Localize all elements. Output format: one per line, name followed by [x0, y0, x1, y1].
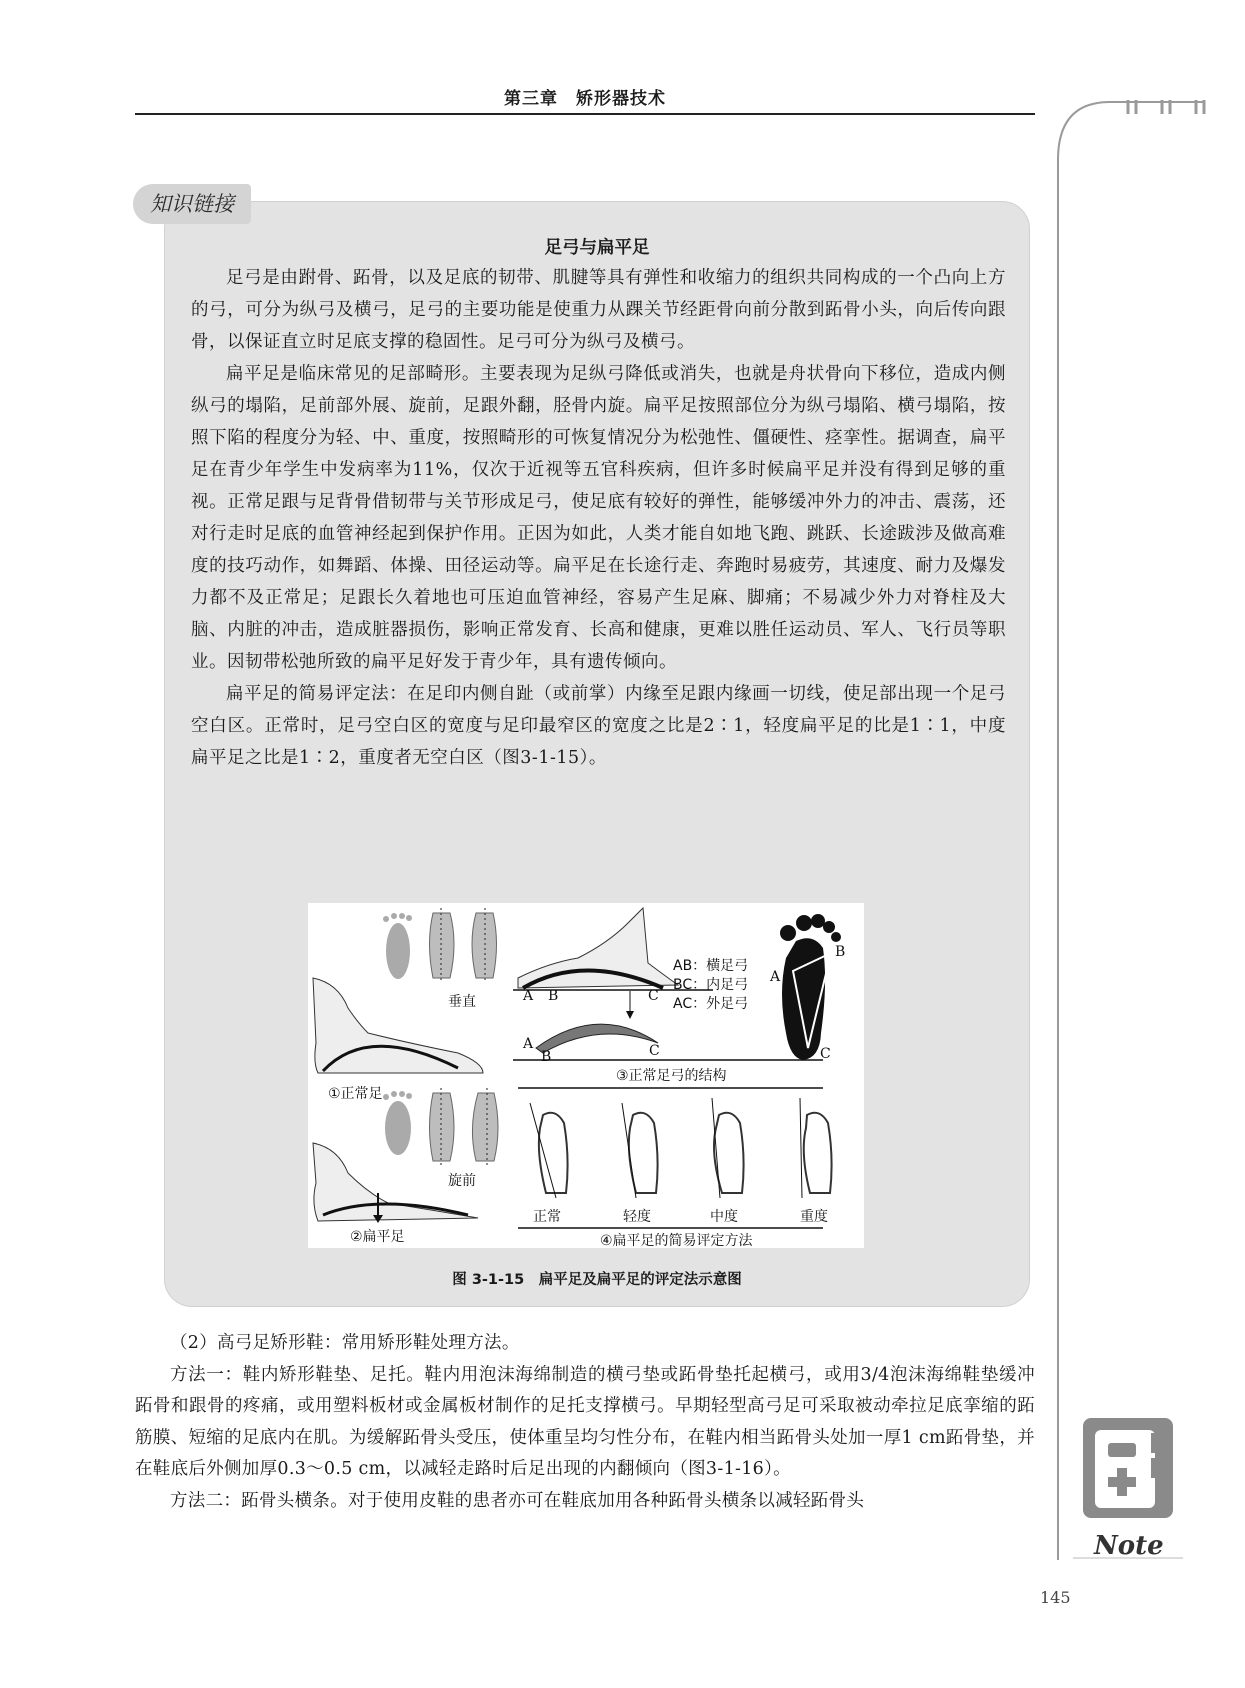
assessment-illustration: [518, 1088, 832, 1248]
box-paragraph: 足弓是由跗骨、跖骨，以及足底的韧带、肌腱等具有弹性和收缩力的组织共同构成的一个凸向上方的弓，可分为纵弓及横弓，足弓的主要功能是使重力从踝关节经距骨向前分散到跖骨小头，向后传向跟骨，以保证直立时足底支撑的稳固性。足弓可分为纵弓及横弓。: [191, 268, 1006, 352]
body-paragraph: （2）高弓足矫形鞋：常用矫形鞋处理方法。: [170, 1333, 520, 1353]
page-number: 145: [1040, 1588, 1071, 1607]
assessment-label: 中度: [710, 1209, 738, 1225]
svg-text:C: C: [649, 1043, 660, 1059]
svg-text:A: A: [523, 988, 534, 1004]
assessment-label: 正常: [533, 1209, 561, 1225]
box-paragraph: 扁平足是临床常见的足部畸形。主要表现为足纵弓降低或消失，也就是舟状骨向下移位，造成内侧纵弓的塌陷，足前部外展、旋前，足跟外翻，胫骨内旋。扁平足按照部位分为纵弓塌陷、横弓塌陷，按照下陷的程度分为轻、中、重度，按照畸形的可恢复情况分为松弛性、僵硬性、痉挛性。据调查，扁平足在青少年学生中发病率为11%，仅次于近视等五官科疾病，但许多时候扁平足并没有得到足够的重视。正常足跟与足背骨借韧带与关节形成足弓，使足底有较好的弹性，能够缓冲外力的冲击、震荡，还对行走时足底的血管神经起到保护作用。正因为如此，人类才能自如地飞跑、跳跃、长途跋涉及做高难度的技巧动作，如舞蹈、体操、田径运动等。扁平足在长途行走、奔跑时易疲劳，其速度、耐力及爆发力都不及正常足；足跟长久着地也可压迫血管神经，容易产生足麻、脚痛；不易减少外力对脊柱及大脑、内脏的冲击，造成脏器损伤，影响正常发育、长高和健康，更难以胜任运动员、军人、飞行员等职业。因韧带松弛所致的扁平足好发于青少年，具有遗传倾向。: [191, 364, 1006, 672]
panel1-caption: ①正常足: [328, 1086, 383, 1102]
header-rule: [135, 113, 1035, 115]
panel1-tag: 垂直: [448, 994, 476, 1010]
svg-text:C: C: [820, 1046, 831, 1062]
svg-text:B: B: [541, 1049, 552, 1065]
body-paragraph: 方法一：鞋内矫形鞋垫、足托。鞋内用泡沫海绵制造的横弓垫或跖骨垫托起横弓，或用3/4泡沫海绵鞋垫缓冲跖骨和跟骨的疼痛，或用塑料板材或金属板材制作的足托支撑横弓。早期轻型高弓足可采取被动牵拉足底挛缩的跖筋膜、短缩的足底内在肌。为缓解跖骨头受压，使体重呈均匀性分布，在鞋内相当跖骨头处加一厚1 cm跖骨垫，并在鞋底后外侧加厚0.3～0.5 cm，以减轻走路时后足出现的内翻倾向（图3-1-16）。: [135, 1364, 1035, 1479]
assessment-label: 轻度: [623, 1209, 651, 1225]
panel3-caption: ③正常足弓的结构: [616, 1068, 727, 1084]
flatfoot-figure-drawing: [308, 903, 864, 1248]
svg-text:A: A: [770, 969, 781, 985]
box-body: [191, 262, 1006, 774]
panel4-caption: ④扁平足的简易评定方法: [600, 1233, 753, 1248]
assessment-label: 重度: [800, 1209, 828, 1225]
panel2-tag: 旋前: [448, 1173, 476, 1189]
flatfoot-figure: [308, 903, 864, 1248]
arch-legend-ab: AB：横足弓: [673, 958, 749, 974]
box-paragraph: 扁平足的简易评定法：在足印内侧自趾（或前掌）内缘至足跟内缘画一切线，使足部出现一个足弓空白区。正常时，足弓空白区的宽度与足印最窄区的宽度之比是2∶1，轻度扁平足的比是1∶1，中度扁平足之比是1∶2，重度者无空白区（图3-1-15）。: [191, 684, 1006, 768]
body-paragraph: 方法二：跖骨头横条。对于使用皮鞋的患者亦可在鞋底加用各种跖骨头横条以减轻跖骨头: [170, 1490, 865, 1511]
knowledge-link-tag: 知识链接: [133, 184, 251, 224]
figure-caption: 图 3-1-15 扁平足及扁平足的评定法示意图: [452, 1272, 742, 1288]
arch-structure-illustration: [513, 908, 845, 1084]
svg-text:B: B: [835, 944, 846, 960]
arch-legend-bc: BC：内足弓: [673, 977, 749, 993]
flat-foot-illustration: [313, 1088, 498, 1245]
chapter-header: 第三章 矫形器技术: [504, 89, 666, 109]
arch-legend-ac: AC：外足弓: [673, 996, 749, 1012]
panel2-caption: ②扁平足: [350, 1229, 405, 1245]
svg-text:A: A: [523, 1036, 534, 1052]
svg-text:B: B: [548, 988, 559, 1004]
main-body: [135, 1328, 1035, 1517]
box-title: 足弓与扁平足: [544, 238, 650, 258]
svg-text:C: C: [648, 988, 659, 1004]
normal-foot-illustration: [313, 908, 497, 1102]
margin-decoration: [1040, 100, 1245, 1600]
note-label: Note: [1094, 1531, 1164, 1561]
